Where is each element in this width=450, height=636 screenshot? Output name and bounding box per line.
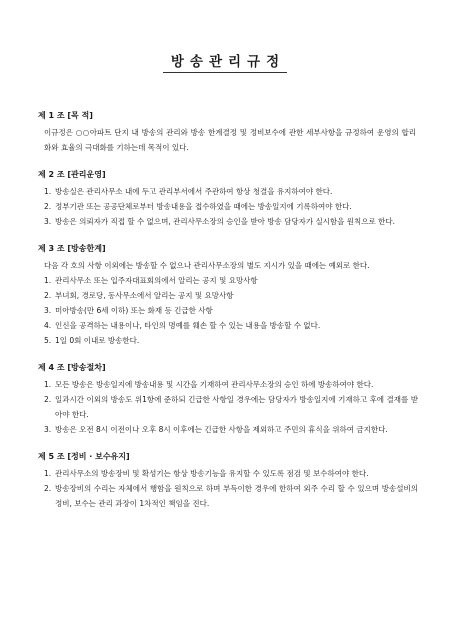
list-item-number: 3. (44, 425, 52, 434)
article-heading: 제 2 조 [관리운영] (38, 170, 106, 179)
article-heading: 제 5 조 [정비 · 보수유지] (38, 452, 130, 461)
list-item-number: 1. (44, 380, 52, 389)
list-item (44, 481, 418, 511)
list-item-text: 인신을 공격하는 내용이나, 타인의 명예를 훼손 할 수 있는 내용을 방송할 수 없다. (55, 321, 321, 330)
list-item-text: 방송실은 관리사무소 내에 두고 관리부서에서 주관하여 항상 청결을 유지하여야 한다. (55, 187, 333, 196)
list-item-text: 방송은 의뢰자가 직접 할 수 없으며, 관리사무소장의 승인을 받아 방송 담당자가 실시함을 원칙으로 한다. (55, 217, 396, 226)
list-item-number: 2. (44, 202, 52, 211)
document-title: 방송관리규정 (163, 50, 287, 73)
list-item-text: 미아방송(만 6세 이하) 또는 화재 등 긴급한 사항 (55, 306, 213, 315)
list-item-text: 관리사무소의 방송장비 및 확성기는 항상 방송기능을 유지할 수 있도록 점검 및 보수하여야 한다. (55, 469, 369, 478)
list-item-number: 3. (44, 306, 52, 315)
article-paragraph: 이규정은 ○○아파트 단지 내 방송의 관리와 방송 한계결정 및 정비보수에 관한 세부사항을 규정하여 운영의 합리화와 효율의 극대화를 기하는데 목적이 있다. (44, 128, 416, 152)
article-paragraph: 다음 각 호의 사항 이외에는 방송할 수 없으나 관리사무소장의 별도 지시가 있을 때에는 예외로 한다. (44, 261, 370, 270)
list-item (44, 422, 418, 437)
list-item-number: 1. (44, 187, 52, 196)
list-item-text: 관리사무소 또는 입주자대표회의에서 알리는 공지 및 요망사항 (55, 276, 258, 285)
list-item (44, 466, 418, 481)
list-item (44, 184, 418, 199)
list-item-number: 5. (44, 336, 52, 345)
list-item (44, 318, 418, 333)
list-item-number: 2. (44, 395, 52, 404)
list-item-text: 부녀회, 경로당, 동사무소에서 알리는 공지 및 요망사항 (55, 291, 234, 300)
list-item (44, 214, 418, 229)
title-area (0, 50, 450, 73)
document-body (38, 110, 420, 525)
article-3 (38, 243, 420, 348)
list-item (44, 377, 418, 392)
list-item (44, 392, 418, 422)
list-item-text: 방송은 오전 8시 이전이나 오후 8시 이후에는 긴급한 사항을 제외하고 주민의 휴식을 위하여 금지한다. (55, 425, 388, 434)
list-item-text: 방송장비의 수리는 자체에서 행함을 원칙으로 하며 부득이한 경우에 한하여 외주 수리 할 수 있으며 방송설비의 정비, 보수는 관리 과장이 1차적인 책임을 진다. (55, 484, 418, 508)
article-heading: 제 1 조 [목 적] (38, 111, 93, 120)
list-item (44, 333, 418, 348)
list-item (44, 303, 418, 318)
list-item (44, 288, 418, 303)
list-item-number: 2. (44, 291, 52, 300)
list-item-number: 2. (44, 484, 52, 493)
list-item-number: 1. (44, 469, 52, 478)
list-item-text: 모든 방송은 방송일지에 방송내용 및 시간을 기재하여 관리사무소장의 승인 하에 방송하여야 한다. (55, 380, 374, 389)
article-4 (38, 362, 420, 437)
list-item (44, 273, 418, 288)
article-heading: 제 4 조 [방송절차] (38, 363, 106, 372)
article-2 (38, 169, 420, 229)
article-5 (38, 451, 420, 511)
article-1 (38, 110, 420, 155)
list-item (44, 199, 418, 214)
list-item-number: 3. (44, 217, 52, 226)
list-item-text: 1일 0회 이내로 방송한다. (55, 336, 140, 345)
list-item-number: 4. (44, 321, 52, 330)
list-item-number: 1. (44, 276, 52, 285)
list-item-text: 정부기관 또는 공공단체로부터 방송내용을 접수하였을 때에는 방송일지에 기록하여야 한다. (55, 202, 352, 211)
article-heading: 제 3 조 [방송한계] (38, 244, 106, 253)
list-item-text: 일과시간 이외의 방송도 위1항에 준하되 긴급한 사항일 경우에는 담당자가 방송일지에 기재하고 후에 결재를 받아야 한다. (55, 395, 418, 419)
